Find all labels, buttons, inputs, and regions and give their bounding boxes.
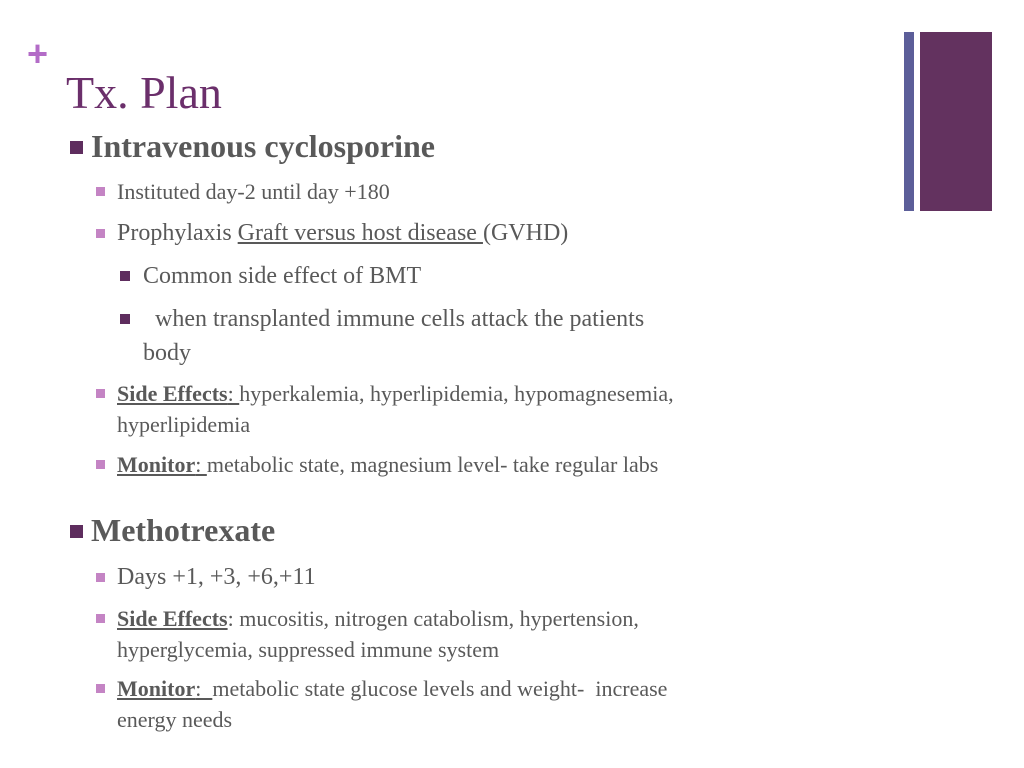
label-colon: : [227,381,240,406]
side-effects-text: mucositis, nitrogen catabolism, hypertension, [239,606,639,631]
list-item-text-continued: body [143,340,191,366]
label-colon: : [195,676,213,701]
decorative-bar-thick [920,32,992,211]
square-bullet-icon [70,141,83,154]
section-heading-text: Intravenous cyclosporine [91,128,435,164]
prophylaxis-prefix: Prophylaxis [117,220,238,246]
section-heading-text: Methotrexate [91,512,276,548]
list-item-text [117,603,639,634]
square-bullet-icon [120,314,130,324]
square-bullet-icon [70,525,83,538]
list-item-text: Days +1, +3, +6,+11 [117,564,316,590]
label-colon: : [195,452,207,477]
side-effects-label: Side Effects [117,381,228,406]
gvhd-abbrev: (GVHD) [482,220,569,246]
monitor-label: Monitor [117,452,196,477]
square-bullet-icon [96,389,105,398]
list-item-text [117,449,658,480]
list-item-text-continued: hyperglycemia, suppressed immune system [117,637,500,662]
square-bullet-icon [96,614,105,623]
list-item-text [117,378,674,409]
slide-title: Tx. Plan [66,67,222,118]
list-item-text [117,218,568,249]
gvhd-link[interactable]: Graft versus host disease [237,220,483,246]
list-item-text-continued: hyperlipidemia [117,412,251,437]
side-effects-text: hyperkalemia, hyperlipidemia, hypomagnesemia, [239,381,674,406]
monitor-label: Monitor [117,676,196,701]
square-bullet-icon [120,271,130,281]
list-item-text-continued: energy needs [117,707,233,732]
monitor-text: metabolic state glucose levels and weight- increase [212,676,668,701]
monitor-text: metabolic state, magnesium level- take regular labs [206,452,659,477]
label-colon: : [227,606,240,631]
list-item-text: when transplanted immune cells attack the patients [143,306,645,332]
square-bullet-icon [96,684,105,693]
list-item-text: Common side effect of BMT [143,263,422,289]
list-item-text [117,673,667,704]
list-item-text: Instituted day-2 until day +180 [117,179,390,204]
square-bullet-icon [96,229,105,238]
square-bullet-icon [96,573,105,582]
plus-icon: + [27,33,49,74]
side-effects-label: Side Effects [117,606,228,631]
square-bullet-icon [96,460,105,469]
decorative-bar-thin [904,32,914,211]
square-bullet-icon [96,187,105,196]
